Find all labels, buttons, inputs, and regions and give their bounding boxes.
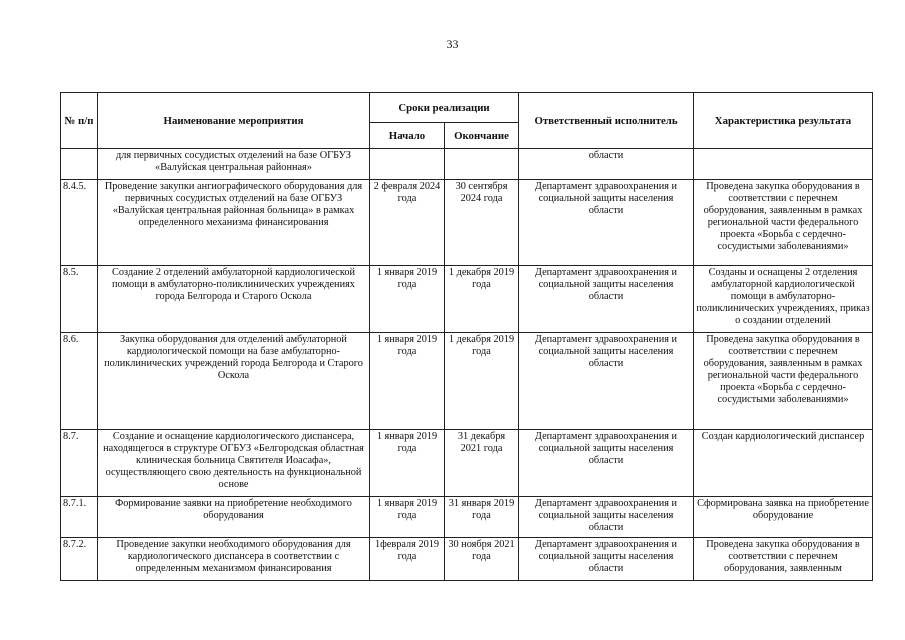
row-start: 2 февраля 2024 года: [370, 180, 445, 266]
table-row: [61, 538, 873, 581]
row-num: 8.5.: [61, 266, 98, 333]
row-executor: Департамент здравоохранения и социальной защиты населения области: [519, 497, 694, 538]
row-end: 30 сентября 2024 года: [445, 180, 519, 266]
row-result: Проведена закупка оборудования в соответствии с перечнем оборудования, заявленным: [694, 538, 873, 581]
header-num: № п/п: [61, 93, 98, 149]
row-end: 31 января 2019 года: [445, 497, 519, 538]
row-name: Формирование заявки на приобретение необходимого оборудования: [98, 497, 370, 538]
row-executor: Департамент здравоохранения и социальной защиты населения области: [519, 180, 694, 266]
measures-table: [60, 92, 873, 581]
header-name: Наименование мероприятия: [98, 93, 370, 149]
row-start: 1 января 2019 года: [370, 430, 445, 497]
table-row: [61, 180, 873, 266]
row-executor: Департамент здравоохранения и социальной защиты населения области: [519, 430, 694, 497]
row-executor: Департамент здравоохранения и социальной защиты населения области: [519, 538, 694, 581]
row-result: Проведена закупка оборудования в соответствии с перечнем оборудования, заявленным в рамках региональной части федерального проекта «Борьба с сердечно-сосудистыми заболеваниями»: [694, 333, 873, 430]
page-number: 33: [446, 37, 459, 51]
header-result: Характеристика результата: [694, 93, 873, 149]
row-result: Созданы и оснащены 2 отделения амбулаторной кардиологической помощи в амбулаторно-поликлинических учреждениях, приказ о создании отделений: [694, 266, 873, 333]
row-name: Проведение закупки необходимого оборудования для кардиологического диспансера в соответствии с определенным механизмом финансирования: [98, 538, 370, 581]
row-start: 1 января 2019 года: [370, 497, 445, 538]
row-name: Проведение закупки ангиографического оборудования для первичных сосудистых отделений на базе ОГБУЗ «Валуйская центральная районная больница» в рамках определенного механизма финансирования: [98, 180, 370, 266]
table-row: [61, 497, 873, 538]
table-row: [61, 149, 873, 180]
table-row: [61, 430, 873, 497]
header-period: Сроки реализации: [370, 93, 519, 123]
row-num: 8.7.: [61, 430, 98, 497]
header-start: Начало: [370, 123, 445, 149]
row-start: 1февраля 2019 года: [370, 538, 445, 581]
row-num: 8.4.5.: [61, 180, 98, 266]
row-num: 8.6.: [61, 333, 98, 430]
row-name: Создание 2 отделений амбулаторной кардиологической помощи в амбулаторно-поликлинических учреждениях города Белгорода и Старого Оскола: [98, 266, 370, 333]
row-result: Создан кардиологический диспансер: [694, 430, 873, 497]
row-num: 8.7.2.: [61, 538, 98, 581]
row-result: Проведена закупка оборудования в соответствии с перечнем оборудования, заявленным в рамках региональной части федерального проекта «Борьба с сердечно-сосудистыми заболеваниями»: [694, 180, 873, 266]
row-name: Закупка оборудования для отделений амбулаторной кардиологической помощи на базе амбулаторно-поликлинических учреждений города Белгорода и Старого Оскола: [98, 333, 370, 430]
table-header-row: [61, 93, 873, 123]
row-name: Создание и оснащение кардиологического диспансера, находящегося в структуре ОГБУЗ «Белгородская областная клиническая больница Святителя Иоасафа», осуществляющего свою деятельность на функциональной основе: [98, 430, 370, 497]
row-start: [370, 149, 445, 180]
row-executor: Департамент здравоохранения и социальной защиты населения области: [519, 333, 694, 430]
row-result: Сформирована заявка на приобретение оборудование: [694, 497, 873, 538]
header-executor: Ответственный исполнитель: [519, 93, 694, 149]
row-end: [445, 149, 519, 180]
row-num: [61, 149, 98, 180]
row-num: 8.7.1.: [61, 497, 98, 538]
row-result: [694, 149, 873, 180]
table-row: [61, 266, 873, 333]
row-start: 1 января 2019 года: [370, 266, 445, 333]
header-end: Окончание: [445, 123, 519, 149]
table-row: [61, 333, 873, 430]
row-end: 30 ноября 2021 года: [445, 538, 519, 581]
row-end: 1 декабря 2019 года: [445, 333, 519, 430]
row-start: 1 января 2019 года: [370, 333, 445, 430]
row-end: 31 декабря 2021 года: [445, 430, 519, 497]
row-name: для первичных сосудистых отделений на базе ОГБУЗ «Валуйская центральная районная»: [98, 149, 370, 180]
row-executor: Департамент здравоохранения и социальной защиты населения области: [519, 266, 694, 333]
row-executor: области: [519, 149, 694, 180]
row-end: 1 декабря 2019 года: [445, 266, 519, 333]
